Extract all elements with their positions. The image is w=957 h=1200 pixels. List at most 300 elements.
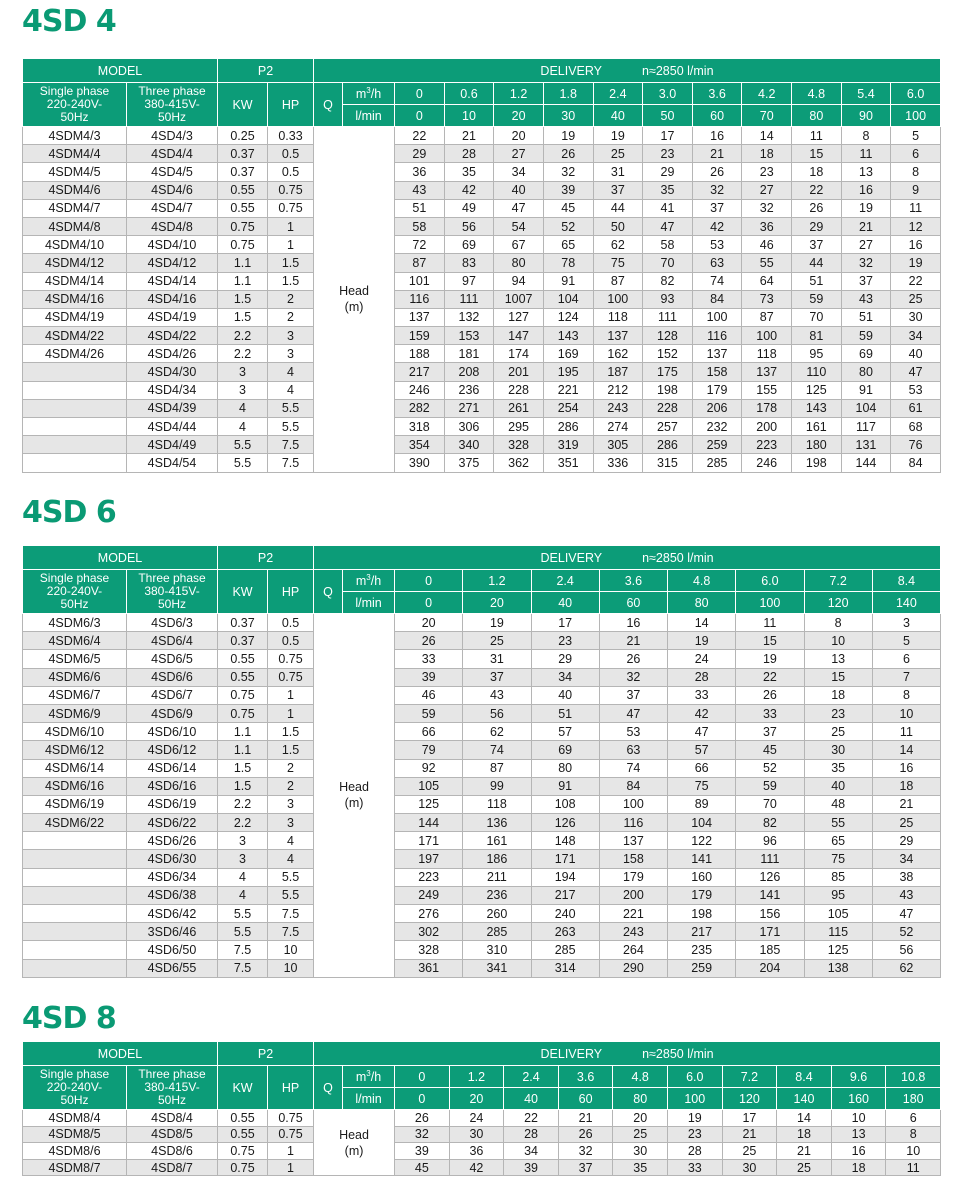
unit-lmin: l/min (343, 1088, 395, 1110)
single-phase-line: 220-240V- (46, 584, 103, 598)
power-hp: 1 (268, 704, 314, 722)
head-value: 217 (531, 886, 599, 904)
head-value: 124 (543, 308, 593, 326)
head-value: 42 (444, 181, 494, 199)
head-value: 13 (831, 1126, 886, 1143)
head-value: 169 (543, 345, 593, 363)
head-value: 26 (792, 199, 842, 217)
flow-lmin-value: 180 (886, 1088, 941, 1110)
head-value: 70 (643, 254, 693, 272)
table-row (23, 308, 941, 326)
head-value: 43 (841, 290, 891, 308)
three-phase-model: 4SD4/49 (127, 436, 218, 454)
three-phase-model: 4SD4/14 (127, 272, 218, 290)
table-row (23, 868, 941, 886)
head-value: 67 (494, 236, 544, 254)
flow-lmin-value: 140 (872, 592, 940, 614)
head-value: 47 (599, 704, 667, 722)
head-value: 62 (872, 959, 940, 977)
flow-m3h-value: 0 (395, 83, 445, 105)
head-label-line: Head (339, 1127, 369, 1142)
three-phase-model: 4SD4/39 (127, 399, 218, 417)
single-phase-model (23, 959, 127, 977)
head-value: 43 (395, 181, 445, 199)
head-value: 174 (494, 345, 544, 363)
power-kw: 0.55 (218, 1126, 268, 1143)
single-phase-model (23, 886, 127, 904)
p2-header: P2 (218, 1042, 314, 1066)
single-phase-header (23, 570, 127, 614)
single-phase-model: 4SDM4/6 (23, 181, 127, 199)
head-value: 28 (668, 668, 736, 686)
model-header: MODEL (23, 1042, 218, 1066)
flow-lmin-value: 100 (891, 105, 941, 127)
head-value: 11 (792, 127, 842, 145)
head-value: 14 (742, 127, 792, 145)
three-phase-model: 4SD6/3 (127, 614, 218, 632)
power-hp: 0.5 (268, 145, 314, 163)
head-value: 246 (395, 381, 445, 399)
head-label-line: Head (339, 284, 369, 299)
head-value: 89 (668, 795, 736, 813)
power-hp: 4 (268, 850, 314, 868)
head-value: 318 (395, 418, 445, 436)
single-phase-line: Single phase (39, 84, 110, 98)
head-value: 80 (494, 254, 544, 272)
head-value: 18 (777, 1126, 832, 1143)
flow-m3h-value: 3.6 (599, 570, 667, 592)
head-value: 285 (531, 941, 599, 959)
head-unit-line: (m) (344, 796, 364, 811)
kw-header: KW (218, 570, 268, 614)
head-value: 161 (792, 418, 842, 436)
single-phase-line: 50Hz (60, 597, 89, 611)
flow-lmin-value: 60 (599, 592, 667, 614)
flow-lmin-value: 80 (792, 105, 842, 127)
unit-m3h (343, 83, 395, 105)
head-value: 31 (593, 163, 643, 181)
head-unit-line: (m) (344, 300, 364, 315)
flow-m3h-value: 4.2 (742, 83, 792, 105)
head-value: 236 (463, 886, 531, 904)
power-kw: 3 (218, 363, 268, 381)
model-header: MODEL (23, 59, 218, 83)
three-phase-line: Three phase (138, 1067, 206, 1081)
head-value: 34 (494, 163, 544, 181)
unit-m3h-base: m (355, 87, 367, 102)
head-value: 208 (444, 363, 494, 381)
head-value: 26 (395, 632, 463, 650)
head-value: 53 (599, 723, 667, 741)
head-value: 66 (668, 759, 736, 777)
head-value: 158 (599, 850, 667, 868)
head-value: 243 (599, 923, 667, 941)
head-value: 13 (841, 163, 891, 181)
three-phase-model: 4SD6/30 (127, 850, 218, 868)
head-value: 328 (494, 436, 544, 454)
power-hp: 0.33 (268, 127, 314, 145)
head-value: 51 (531, 704, 599, 722)
three-phase-model: 4SD6/10 (127, 723, 218, 741)
head-value: 141 (668, 850, 736, 868)
head-value: 118 (593, 308, 643, 326)
head-value: 47 (668, 723, 736, 741)
power-kw: 4 (218, 868, 268, 886)
head-value: 314 (531, 959, 599, 977)
head-value: 15 (804, 668, 872, 686)
head-value: 105 (804, 905, 872, 923)
head-value: 201 (494, 363, 544, 381)
head-value: 22 (504, 1110, 559, 1127)
head-value: 37 (736, 723, 804, 741)
speed-label: n≈2850 l/min (642, 1046, 714, 1061)
head-value: 94 (494, 272, 544, 290)
power-kw: 0.55 (218, 650, 268, 668)
power-hp: 1.5 (268, 741, 314, 759)
head-value: 354 (395, 436, 445, 454)
head-value: 19 (891, 254, 941, 272)
power-kw: 0.75 (218, 217, 268, 235)
kw-header: KW (218, 1066, 268, 1110)
head-value: 65 (804, 832, 872, 850)
power-kw: 7.5 (218, 959, 268, 977)
power-hp: 1 (268, 686, 314, 704)
head-value: 186 (463, 850, 531, 868)
table-row (23, 363, 941, 381)
head-value: 18 (792, 163, 842, 181)
head-value: 25 (613, 1126, 668, 1143)
head-value: 69 (531, 741, 599, 759)
unit-m3h-base: m (355, 1070, 367, 1085)
single-phase-line: 50Hz (60, 1093, 89, 1107)
head-value: 26 (558, 1126, 613, 1143)
head-value: 29 (792, 217, 842, 235)
head-value: 23 (668, 1126, 723, 1143)
head-value: 276 (395, 905, 463, 923)
head-value: 128 (643, 327, 693, 345)
head-value: 63 (599, 741, 667, 759)
head-value: 22 (736, 668, 804, 686)
head-value: 22 (891, 272, 941, 290)
flow-lmin-value: 20 (463, 592, 531, 614)
three-phase-model: 4SD4/7 (127, 199, 218, 217)
three-phase-model: 4SD6/16 (127, 777, 218, 795)
head-value: 340 (444, 436, 494, 454)
table-row (23, 650, 941, 668)
table-row (23, 199, 941, 217)
single-phase-model: 4SDM6/9 (23, 704, 127, 722)
table-row (23, 418, 941, 436)
single-phase-line: Single phase (39, 571, 110, 585)
head-value: 50 (593, 217, 643, 235)
head-value: 179 (599, 868, 667, 886)
flow-m3h-value: 5.4 (841, 83, 891, 105)
table-row (23, 327, 941, 345)
single-phase-model (23, 381, 127, 399)
head-value: 58 (395, 217, 445, 235)
head-value: 179 (668, 886, 736, 904)
head-value: 310 (463, 941, 531, 959)
head-value: 13 (804, 650, 872, 668)
power-kw: 0.25 (218, 127, 268, 145)
head-value: 282 (395, 399, 445, 417)
three-phase-model: 4SD4/19 (127, 308, 218, 326)
three-phase-model: 4SD8/7 (127, 1159, 218, 1176)
head-value: 8 (872, 686, 940, 704)
head-value: 42 (449, 1159, 504, 1176)
single-phase-line: Single phase (39, 1067, 110, 1081)
single-phase-model: 4SDM4/10 (23, 236, 127, 254)
head-value: 26 (543, 145, 593, 163)
head-value: 23 (742, 163, 792, 181)
head-value: 69 (444, 236, 494, 254)
head-value: 87 (395, 254, 445, 272)
unit-m3h (343, 1066, 395, 1088)
unit-m3h-tail: /h (370, 87, 382, 102)
single-phase-line: 220-240V- (46, 97, 103, 111)
delivery-label: DELIVERY (540, 1046, 603, 1061)
head-value: 11 (736, 614, 804, 632)
head-value: 70 (792, 308, 842, 326)
head-value: 143 (792, 399, 842, 417)
head-value: 18 (872, 777, 940, 795)
head-value: 16 (891, 236, 941, 254)
head-value: 23 (643, 145, 693, 163)
head-value: 6 (891, 145, 941, 163)
head-value: 33 (668, 686, 736, 704)
power-kw: 1.5 (218, 759, 268, 777)
head-value: 19 (543, 127, 593, 145)
three-phase-model: 4SD4/4 (127, 145, 218, 163)
single-phase-model: 4SDM6/14 (23, 759, 127, 777)
unit-m3h-sup: 3 (366, 572, 371, 582)
unit-m3h-sup: 3 (366, 85, 371, 95)
head-value: 34 (872, 850, 940, 868)
head-value: 57 (668, 741, 736, 759)
head-value: 16 (841, 181, 891, 199)
power-kw: 1.5 (218, 290, 268, 308)
head-value: 341 (463, 959, 531, 977)
head-value: 87 (463, 759, 531, 777)
single-phase-header (23, 83, 127, 127)
head-value: 187 (593, 363, 643, 381)
head-value: 259 (692, 436, 742, 454)
head-value: 198 (643, 381, 693, 399)
flow-m3h-value: 8.4 (872, 570, 940, 592)
head-label-line: Head (339, 780, 369, 795)
three-phase-model: 4SD4/44 (127, 418, 218, 436)
flow-lmin-value: 80 (613, 1088, 668, 1110)
power-kw: 0.55 (218, 181, 268, 199)
flow-m3h-value: 7.2 (804, 570, 872, 592)
single-phase-model (23, 868, 127, 886)
head-value: 118 (463, 795, 531, 813)
head-value: 108 (531, 795, 599, 813)
head-value: 260 (463, 905, 531, 923)
head-value: 51 (841, 308, 891, 326)
head-value: 12 (891, 217, 941, 235)
head-value: 138 (804, 959, 872, 977)
head-value: 249 (395, 886, 463, 904)
head-value: 74 (692, 272, 742, 290)
head-value: 32 (543, 163, 593, 181)
head-value: 36 (449, 1143, 504, 1160)
head-value: 28 (504, 1126, 559, 1143)
single-phase-model (23, 850, 127, 868)
q-header: Q (314, 570, 343, 614)
head-value: 59 (792, 290, 842, 308)
head-value: 306 (444, 418, 494, 436)
single-phase-model: 4SDM4/14 (23, 272, 127, 290)
table-row (23, 959, 941, 977)
head-value: 36 (395, 163, 445, 181)
delivery-label: DELIVERY (540, 63, 603, 78)
power-kw: 0.37 (218, 145, 268, 163)
head-value: 228 (643, 399, 693, 417)
head-value: 11 (886, 1159, 941, 1176)
table-row (23, 381, 941, 399)
head-value: 131 (841, 436, 891, 454)
head-value: 19 (463, 614, 531, 632)
q-header: Q (314, 1066, 343, 1110)
head-value: 30 (891, 308, 941, 326)
table-row (23, 704, 941, 722)
head-value: 8 (804, 614, 872, 632)
head-value: 254 (543, 399, 593, 417)
head-value: 8 (841, 127, 891, 145)
flow-lmin-value: 80 (668, 592, 736, 614)
head-value: 36 (742, 217, 792, 235)
p2-header: P2 (218, 546, 314, 570)
head-value: 259 (668, 959, 736, 977)
head-value: 25 (804, 723, 872, 741)
power-kw: 1.1 (218, 272, 268, 290)
single-phase-model: 4SDM8/4 (23, 1110, 127, 1127)
three-phase-model: 4SD4/6 (127, 181, 218, 199)
head-value: 178 (742, 399, 792, 417)
head-value: 41 (643, 199, 693, 217)
head-value: 285 (692, 454, 742, 472)
flow-lmin-value: 0 (395, 105, 445, 127)
flow-m3h-value: 2.4 (504, 1066, 559, 1088)
flow-m3h-value: 0 (395, 1066, 450, 1088)
speed-label: n≈2850 l/min (642, 63, 714, 78)
head-value: 25 (777, 1159, 832, 1176)
power-hp: 2 (268, 290, 314, 308)
head-value: 87 (742, 308, 792, 326)
head-value: 37 (599, 686, 667, 704)
power-kw: 5.5 (218, 905, 268, 923)
head-value: 57 (531, 723, 599, 741)
head-value: 198 (668, 905, 736, 923)
table-row (23, 127, 941, 145)
power-hp: 10 (268, 959, 314, 977)
power-hp: 4 (268, 363, 314, 381)
power-hp: 7.5 (268, 454, 314, 472)
head-value: 16 (599, 614, 667, 632)
head-value: 21 (692, 145, 742, 163)
three-phase-line: 50Hz (158, 1093, 187, 1107)
head-value: 45 (543, 199, 593, 217)
section-title-4sd8: 4SD 8 (22, 1001, 116, 1036)
section-title-4sd4: 4SD 4 (22, 4, 116, 39)
three-phase-model: 4SD8/5 (127, 1126, 218, 1143)
power-hp: 0.5 (268, 614, 314, 632)
three-phase-model: 4SD6/19 (127, 795, 218, 813)
power-kw: 0.37 (218, 632, 268, 650)
power-kw: 0.55 (218, 199, 268, 217)
head-value: 82 (736, 814, 804, 832)
head-value: 16 (692, 127, 742, 145)
head-value: 17 (643, 127, 693, 145)
head-value: 23 (804, 704, 872, 722)
head-value: 137 (395, 308, 445, 326)
single-phase-model: 4SDM4/3 (23, 127, 127, 145)
head-value: 235 (668, 941, 736, 959)
power-kw: 3 (218, 381, 268, 399)
three-phase-model: 4SD8/4 (127, 1110, 218, 1127)
head-value: 52 (872, 923, 940, 941)
unit-m3h-tail: /h (370, 574, 382, 589)
power-hp: 5.5 (268, 868, 314, 886)
three-phase-line: Three phase (138, 571, 206, 585)
head-value: 21 (841, 217, 891, 235)
head-value: 33 (668, 1159, 723, 1176)
flow-lmin-value: 40 (593, 105, 643, 127)
head-value: 10 (886, 1143, 941, 1160)
single-phase-model: 4SDM4/8 (23, 217, 127, 235)
power-kw: 0.55 (218, 1110, 268, 1127)
power-hp: 0.75 (268, 650, 314, 668)
head-value: 55 (742, 254, 792, 272)
head-value: 55 (804, 814, 872, 832)
flow-lmin-value: 120 (804, 592, 872, 614)
head-value: 70 (736, 795, 804, 813)
head-value: 152 (643, 345, 693, 363)
head-value: 38 (872, 868, 940, 886)
head-value: 16 (831, 1143, 886, 1160)
head-value: 65 (543, 236, 593, 254)
head-value: 111 (444, 290, 494, 308)
head-value: 286 (543, 418, 593, 436)
head-value: 17 (722, 1110, 777, 1127)
head-value: 63 (692, 254, 742, 272)
head-value: 51 (395, 199, 445, 217)
head-value: 80 (841, 363, 891, 381)
table-row (23, 399, 941, 417)
three-phase-model: 4SD4/26 (127, 345, 218, 363)
model-header: MODEL (23, 546, 218, 570)
flow-m3h-value: 1.2 (449, 1066, 504, 1088)
power-kw: 1.1 (218, 741, 268, 759)
three-phase-model: 4SD4/54 (127, 454, 218, 472)
power-hp: 7.5 (268, 436, 314, 454)
head-value: 302 (395, 923, 463, 941)
single-phase-model: 4SDM4/7 (23, 199, 127, 217)
head-value: 104 (543, 290, 593, 308)
head-value: 91 (543, 272, 593, 290)
head-value: 7 (872, 668, 940, 686)
head-value: 84 (692, 290, 742, 308)
head-value: 217 (668, 923, 736, 941)
head-value: 144 (395, 814, 463, 832)
table-row (23, 795, 941, 813)
power-hp: 3 (268, 814, 314, 832)
three-phase-line: 50Hz (158, 110, 187, 124)
power-kw: 5.5 (218, 436, 268, 454)
head-value: 362 (494, 454, 544, 472)
head-value: 100 (692, 308, 742, 326)
